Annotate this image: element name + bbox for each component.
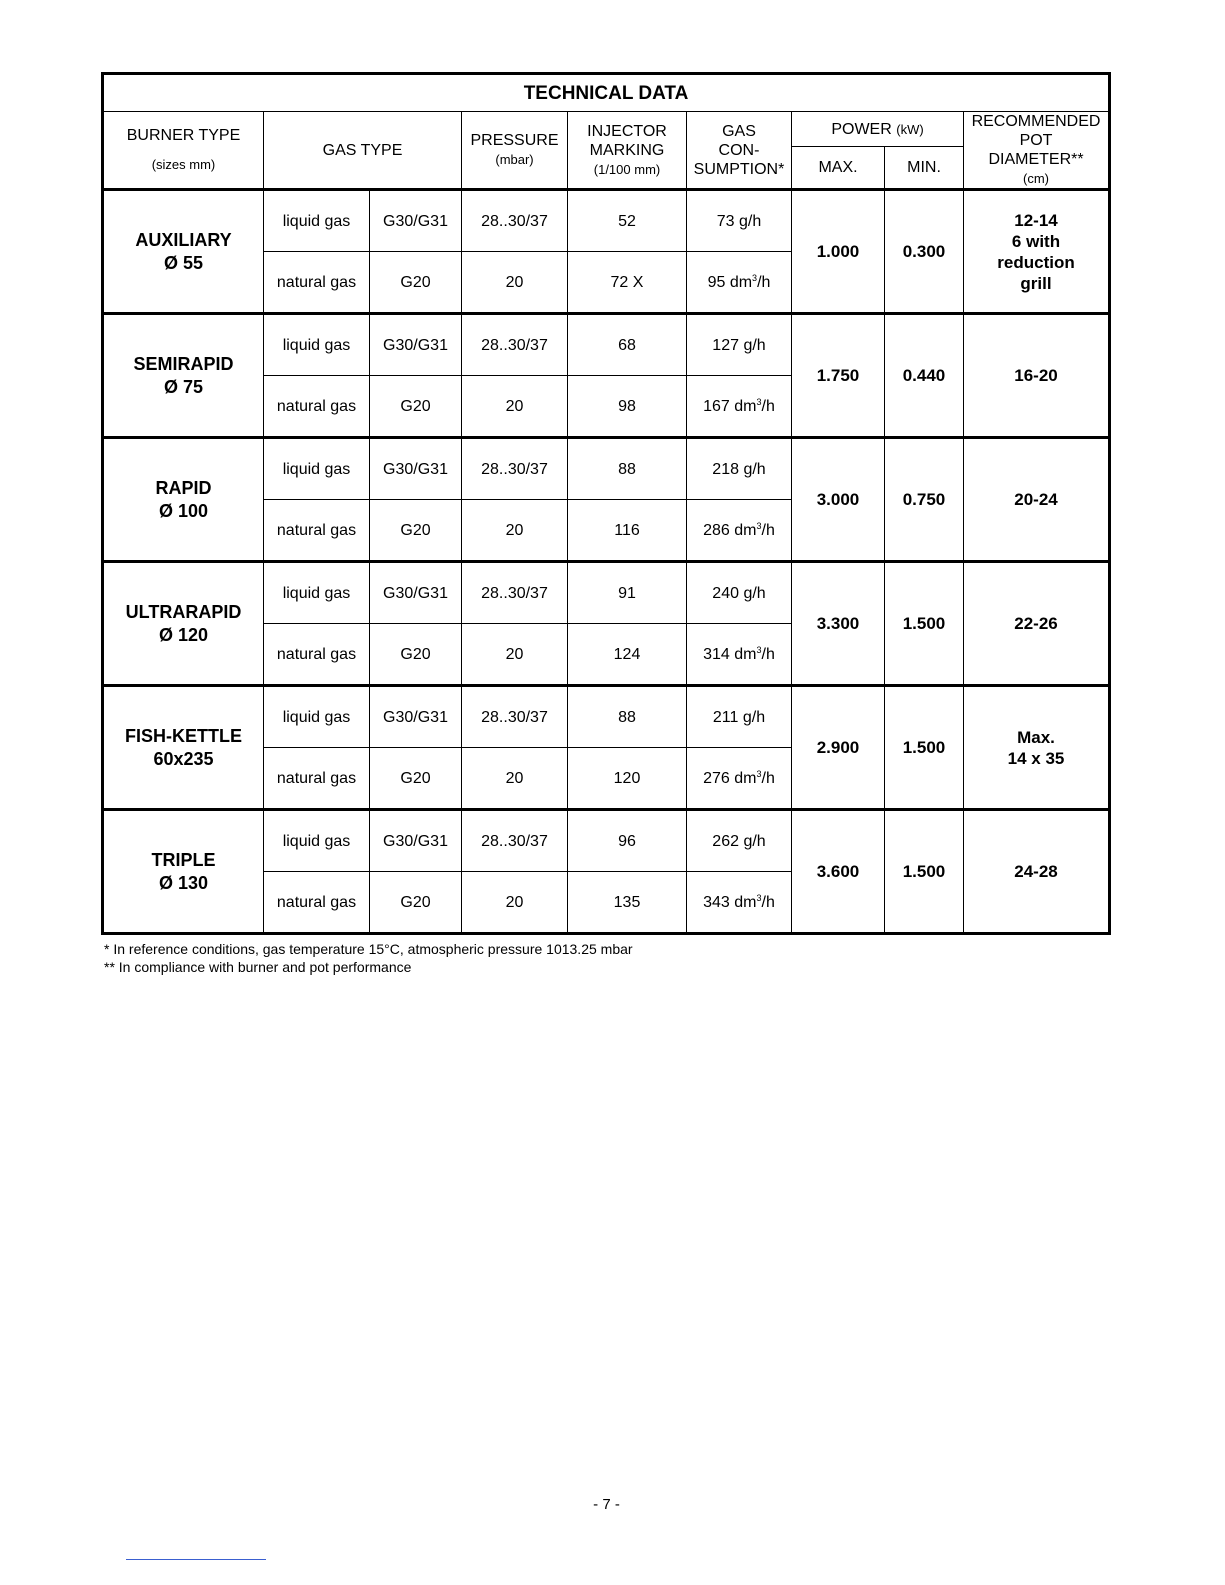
burner-name-cell <box>103 810 264 934</box>
power-max-cell: 3.600 <box>792 810 885 934</box>
header-burner-type <box>103 112 264 190</box>
burner-group-fish-kettle <box>103 686 1110 810</box>
injector-cell: 96 <box>568 810 687 872</box>
gas-code-cell: G30/G31 <box>370 438 462 500</box>
pot-diameter-cell <box>964 314 1110 438</box>
header-pressure <box>462 112 568 190</box>
pot-diameter-cell <box>964 562 1110 686</box>
injector-cell: 68 <box>568 314 687 376</box>
consumption-cell <box>687 376 792 438</box>
header-injector-line2: MARKING <box>589 141 665 159</box>
gas-type-cell: liquid gas <box>264 562 370 624</box>
gas-code-cell: G30/G31 <box>370 686 462 748</box>
pressure-cell: 20 <box>462 748 568 810</box>
injector-cell: 135 <box>568 872 687 934</box>
pressure-cell: 20 <box>462 872 568 934</box>
gas-type-cell: natural gas <box>264 376 370 438</box>
header-pressure-unit: (mbar) <box>495 152 534 167</box>
consumption-cell <box>687 624 792 686</box>
consumption-exponent: 3 <box>752 272 758 283</box>
header-power-min: MIN. <box>885 147 964 190</box>
consumption-value: 314 dm <box>703 645 757 663</box>
gas-type-cell: natural gas <box>264 252 370 314</box>
gas-code-cell: G20 <box>370 252 462 314</box>
table-row <box>103 438 1110 500</box>
header-power <box>792 112 964 147</box>
pressure-cell: 20 <box>462 624 568 686</box>
table-row <box>103 190 1110 252</box>
pressure-cell: 28..30/37 <box>462 190 568 252</box>
consumption-exponent: 3 <box>756 768 762 779</box>
gas-type-cell: liquid gas <box>264 810 370 872</box>
consumption-unit-tail: /h <box>761 645 775 663</box>
table-row <box>103 686 1110 748</box>
burner-name-cell <box>103 314 264 438</box>
header-gas-type: GAS TYPE <box>264 112 462 190</box>
pot-diameter-line: 20-24 <box>1014 490 1058 509</box>
pot-diameter-line: grill <box>1020 273 1052 293</box>
burner-group-ultrarapid <box>103 562 1110 686</box>
consumption-unit-tail: /h <box>761 397 775 415</box>
burner-name: TRIPLE <box>151 849 216 870</box>
consumption-unit-tail: /h <box>761 769 775 787</box>
injector-cell: 88 <box>568 686 687 748</box>
consumption-value: 73 g/h <box>716 212 762 230</box>
table-row <box>103 810 1110 872</box>
consumption-cell <box>687 562 792 624</box>
burner-size: Ø 100 <box>158 500 209 521</box>
consumption-cell <box>687 872 792 934</box>
burner-size: Ø 120 <box>158 624 209 645</box>
pot-diameter-line: Max. <box>1017 727 1055 747</box>
pressure-cell: 20 <box>462 252 568 314</box>
injector-cell: 124 <box>568 624 687 686</box>
pressure-cell: 28..30/37 <box>462 562 568 624</box>
gas-type-cell: natural gas <box>264 500 370 562</box>
injector-cell: 88 <box>568 438 687 500</box>
header-burner-type-label: BURNER TYPE <box>126 127 241 144</box>
header-gas-cons-line1: GAS <box>722 122 756 140</box>
consumption-cell <box>687 686 792 748</box>
pot-diameter-line: 16-20 <box>1014 366 1058 385</box>
consumption-cell <box>687 190 792 252</box>
power-min-cell: 1.500 <box>885 686 964 810</box>
burner-name: AUXILIARY <box>135 229 232 250</box>
consumption-cell <box>687 438 792 500</box>
consumption-exponent: 3 <box>756 892 762 903</box>
power-min-cell: 0.750 <box>885 438 964 562</box>
gas-code-cell: G20 <box>370 500 462 562</box>
gas-code-cell: G30/G31 <box>370 562 462 624</box>
consumption-unit-tail: /h <box>757 273 771 291</box>
pot-diameter-line: 6 with <box>1011 231 1061 251</box>
header-sizes-label: (sizes mm) <box>151 157 216 172</box>
header-power-label: POWER <box>831 120 892 138</box>
header-gas-cons-line2: CON- <box>718 141 760 159</box>
injector-cell: 91 <box>568 562 687 624</box>
power-max-cell: 2.900 <box>792 686 885 810</box>
header-pot-line1: RECOMMENDED <box>971 113 1101 130</box>
header-gas-consumption <box>687 112 792 190</box>
footer-link-line <box>126 1559 266 1560</box>
technical-data-table <box>101 72 1111 935</box>
power-min-cell: 1.500 <box>885 562 964 686</box>
pot-diameter-cell <box>964 190 1110 314</box>
consumption-cell <box>687 314 792 376</box>
burner-name-cell <box>103 190 264 314</box>
consumption-unit-tail: /h <box>761 521 775 539</box>
injector-cell: 98 <box>568 376 687 438</box>
burner-name-cell <box>103 562 264 686</box>
pot-diameter-line: 14 x 35 <box>1007 748 1065 768</box>
pressure-cell: 28..30/37 <box>462 438 568 500</box>
gas-code-cell: G20 <box>370 376 462 438</box>
consumption-exponent: 3 <box>756 520 762 531</box>
power-min-cell: 1.500 <box>885 810 964 934</box>
consumption-cell <box>687 810 792 872</box>
consumption-value: 95 dm <box>707 273 753 291</box>
consumption-cell <box>687 252 792 314</box>
header-pot-diameter <box>964 112 1110 190</box>
consumption-value: 218 g/h <box>712 460 766 478</box>
consumption-value: 167 dm <box>703 397 757 415</box>
gas-code-cell: G20 <box>370 872 462 934</box>
injector-cell: 116 <box>568 500 687 562</box>
burner-size: Ø 75 <box>163 376 204 397</box>
gas-code-cell: G30/G31 <box>370 190 462 252</box>
table-row <box>103 562 1110 624</box>
gas-type-cell: liquid gas <box>264 190 370 252</box>
burner-group-auxiliary <box>103 190 1110 314</box>
burner-name: FISH-KETTLE <box>125 725 242 746</box>
gas-code-cell: G30/G31 <box>370 810 462 872</box>
consumption-value: 343 dm <box>703 893 757 911</box>
gas-code-cell: G20 <box>370 748 462 810</box>
burner-group-semirapid <box>103 314 1110 438</box>
header-pot-line3: DIAMETER** <box>988 151 1084 168</box>
burner-name: RAPID <box>155 477 212 498</box>
power-min-cell: 0.300 <box>885 190 964 314</box>
gas-type-cell: natural gas <box>264 624 370 686</box>
gas-type-cell: liquid gas <box>264 438 370 500</box>
consumption-value: 240 g/h <box>712 584 766 602</box>
burner-name: SEMIRAPID <box>133 353 234 374</box>
burner-name: ULTRARAPID <box>125 601 242 622</box>
gas-type-cell: natural gas <box>264 872 370 934</box>
pressure-cell: 28..30/37 <box>462 314 568 376</box>
burner-group-triple <box>103 810 1110 934</box>
power-max-cell: 3.300 <box>792 562 885 686</box>
injector-cell: 120 <box>568 748 687 810</box>
consumption-value: 211 g/h <box>712 708 766 726</box>
power-max-cell: 3.000 <box>792 438 885 562</box>
consumption-value: 286 dm <box>703 521 757 539</box>
gas-code-cell: G30/G31 <box>370 314 462 376</box>
pot-diameter-cell <box>964 438 1110 562</box>
consumption-cell <box>687 748 792 810</box>
header-injector <box>568 112 687 190</box>
footnote-pot-performance: ** In compliance with burner and pot performance <box>104 959 412 975</box>
pot-diameter-line: reduction <box>997 252 1075 272</box>
header-injector-line1: INJECTOR <box>587 122 667 140</box>
consumption-value: 127 g/h <box>712 336 766 354</box>
gas-type-cell: liquid gas <box>264 314 370 376</box>
header-gas-cons-line3: SUMPTION* <box>693 160 785 178</box>
consumption-unit-tail: /h <box>761 893 775 911</box>
gas-type-cell: natural gas <box>264 748 370 810</box>
footnote-reference-conditions: * In reference conditions, gas temperature 15°C, atmospheric pressure 1013.25 mbar <box>104 941 633 957</box>
pot-diameter-cell <box>964 686 1110 810</box>
header-injector-unit: (1/100 mm) <box>593 161 661 177</box>
burner-name-cell <box>103 686 264 810</box>
pot-diameter-line: 12-14 <box>1014 210 1058 230</box>
consumption-value: 276 dm <box>703 769 757 787</box>
power-min-cell: 0.440 <box>885 314 964 438</box>
footnotes <box>104 940 633 976</box>
pot-diameter-cell <box>964 810 1110 934</box>
pressure-cell: 20 <box>462 500 568 562</box>
burner-name-cell <box>103 438 264 562</box>
gas-type-cell: liquid gas <box>264 686 370 748</box>
consumption-value: 262 g/h <box>712 832 766 850</box>
consumption-cell <box>687 500 792 562</box>
consumption-exponent: 3 <box>756 396 762 407</box>
power-max-cell: 1.000 <box>792 190 885 314</box>
header-power-unit: (kW) <box>896 121 924 137</box>
burner-size: 60x235 <box>153 748 214 769</box>
power-max-cell: 1.750 <box>792 314 885 438</box>
header-power-max: MAX. <box>792 147 885 190</box>
gas-code-cell: G20 <box>370 624 462 686</box>
burner-size: Ø 55 <box>163 252 204 273</box>
burner-size: Ø 130 <box>158 872 209 893</box>
injector-cell: 52 <box>568 190 687 252</box>
pressure-cell: 28..30/37 <box>462 810 568 872</box>
header-pressure-label: PRESSURE <box>470 132 559 149</box>
consumption-exponent: 3 <box>756 644 762 655</box>
page-number: - 7 - <box>593 1496 620 1513</box>
pot-diameter-line: 24-28 <box>1014 862 1058 881</box>
table-title: TECHNICAL DATA <box>103 74 1110 112</box>
burner-group-rapid <box>103 438 1110 562</box>
pressure-cell: 20 <box>462 376 568 438</box>
header-pot-line2: POT <box>1019 132 1053 149</box>
pressure-cell: 28..30/37 <box>462 686 568 748</box>
pot-diameter-line: 22-26 <box>1014 614 1058 633</box>
header-pot-unit: (cm) <box>1023 171 1050 186</box>
injector-cell: 72 X <box>568 252 687 314</box>
table-row <box>103 314 1110 376</box>
